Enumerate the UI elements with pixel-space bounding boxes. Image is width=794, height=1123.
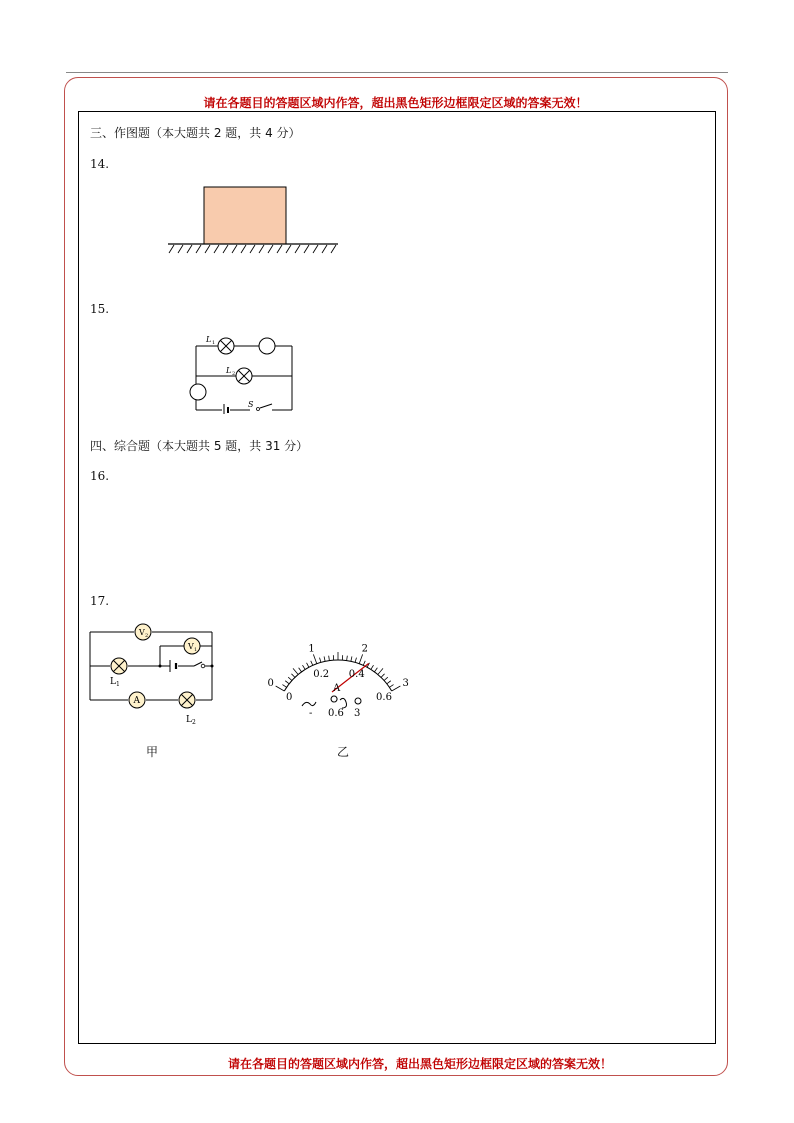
question-16-number: 16.: [90, 469, 110, 483]
dial-tick: [311, 661, 313, 666]
top-warning-notice: 请在各题目的答题区域内作答，超出黑色矩形边框限定区域的答案无效！: [168, 94, 623, 111]
block: [204, 187, 286, 244]
bottom-tick-label-3: 0.6: [376, 692, 392, 703]
label-switch: S: [248, 400, 254, 409]
terminal-3: 3: [354, 708, 361, 719]
dial-tick: [313, 654, 316, 663]
section-3-title: 三、作图题（本大题共 2 题，共 4 分）: [90, 126, 301, 140]
label-l2: L: [226, 366, 232, 375]
voltmeter-v1: [184, 638, 200, 654]
q17-circuit-jia: [86, 622, 222, 730]
terminals: [302, 696, 361, 708]
dial-tick: [384, 677, 388, 680]
header-rule: [66, 72, 728, 73]
lamp-l2: [236, 368, 252, 384]
dial-tick: [285, 681, 289, 684]
switch-contact-jia: [201, 664, 205, 668]
terminal-0-6: 0.6: [328, 708, 344, 719]
question-14-number: 14.: [90, 157, 110, 171]
q15-circuit-diagram: [186, 332, 298, 414]
caption-yi: 乙: [337, 745, 350, 759]
label-l1-jia: L: [110, 677, 116, 687]
ground-hatching: [169, 245, 336, 253]
q14-block-on-ground-figure: [166, 183, 342, 255]
dial-tick: [324, 656, 325, 661]
meter-slot-left: [190, 384, 206, 400]
dial-tick: [288, 677, 292, 680]
question-15-number: 15.: [90, 302, 110, 316]
top-tick-label-3: 3: [402, 678, 409, 689]
dial-tick: [359, 654, 362, 663]
dial-tick: [392, 686, 401, 691]
dial-tick: [307, 663, 309, 667]
section-4-title: 四、综合题（本大题共 5 题，共 31 分）: [90, 439, 309, 453]
dial-tick: [378, 668, 383, 674]
svg-text:2: 2: [145, 633, 149, 639]
lamp-l1-jia: [111, 658, 127, 674]
dial-tick: [347, 656, 348, 661]
dial-tick: [381, 674, 384, 678]
dial-tick: [371, 665, 374, 669]
dial-tick: [291, 674, 294, 678]
label-l2-sub: 2: [232, 371, 236, 377]
caption-jia: 甲: [146, 745, 159, 759]
dial-tick: [351, 656, 352, 661]
terminal-neg: -: [309, 708, 313, 719]
svg-text:1: 1: [116, 681, 120, 688]
question-17-number: 17.: [90, 594, 110, 608]
svg-text:V: V: [188, 642, 194, 651]
dial-tick: [329, 656, 330, 661]
bottom-warning-notice: 请在各题目的答题区域内作答，超出黑色矩形边框限定区域的答案无效！: [200, 1055, 640, 1072]
svg-text:A: A: [133, 696, 140, 706]
dial-tick: [299, 668, 302, 672]
svg-text:1: 1: [194, 647, 198, 653]
svg-text:2: 2: [192, 719, 196, 726]
dial-tick: [355, 658, 356, 663]
top-tick-label-2: 2: [361, 643, 369, 655]
lamp-l1: [218, 338, 234, 354]
dial-tick: [282, 685, 286, 688]
dial-tick: [276, 686, 285, 691]
battery: [224, 404, 228, 414]
meter-unit-label: A: [333, 683, 341, 694]
lamp-l2-jia: [179, 692, 195, 708]
dial-tick: [320, 658, 321, 663]
q17-ammeter-dial-yi: [262, 620, 414, 722]
label-l1-sub: 1: [212, 340, 216, 346]
dial-tick: [374, 668, 377, 672]
top-tick-label-1: 1: [308, 643, 315, 655]
dial-tick: [389, 685, 393, 688]
label-l2-jia: L: [186, 715, 192, 725]
top-tick-label-0: 0: [267, 678, 274, 689]
dial-tick: [302, 665, 305, 669]
bottom-tick-label-0: 0: [285, 692, 293, 703]
label-l1: L: [206, 335, 212, 344]
meter-slot-top: [259, 338, 275, 354]
switch-contact: [257, 408, 260, 411]
bottom-tick-label-1: 0.2: [313, 669, 330, 681]
dial-tick: [387, 681, 391, 684]
battery-jia: [170, 660, 176, 672]
ammeter-a: [129, 692, 145, 708]
bottom-tick-label-2: 0.4: [348, 669, 365, 681]
svg-text:V: V: [139, 628, 145, 637]
voltmeter-v2: [135, 624, 151, 640]
dial-tick: [363, 661, 365, 666]
dial-tick: [293, 668, 298, 674]
